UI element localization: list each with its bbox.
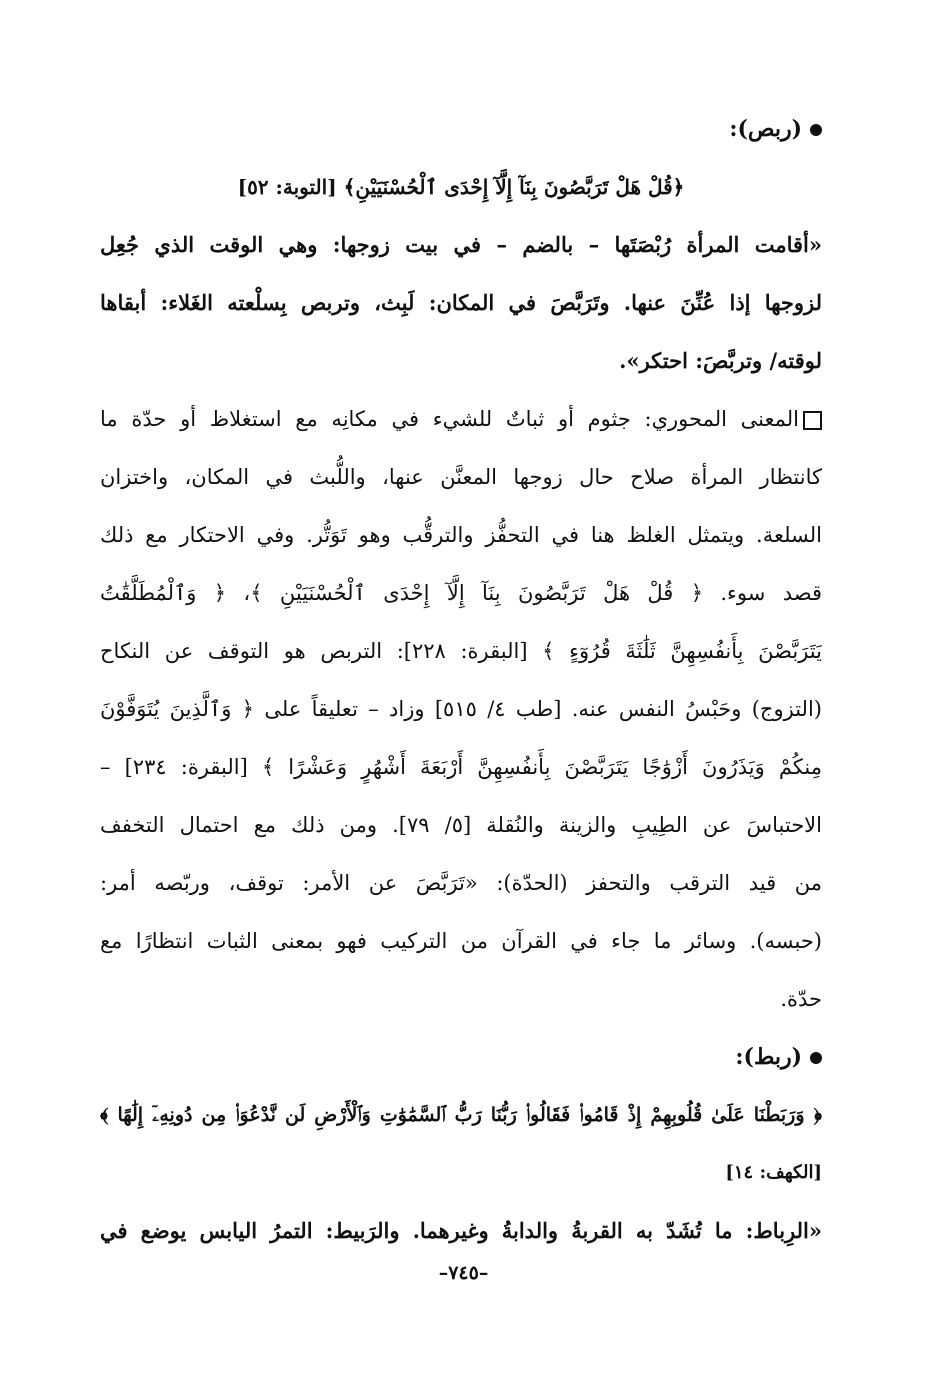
quran-verse: ﴿ وَرَبَطْنَا عَلَىٰ قُلُوبِهِمْ إِذْ قَامُوا۟ فَقَالُوا۟ رَبُّنَا رَبُّ ٱلسَّمَٰوَٰتِ وَٱلْأَرْضِ لَن نَّدْعُوَا۟ مِن دُونِهِۦٓ إِلَٰهًا ﴾ [100, 1104, 822, 1126]
section-heading-rbt: (ربط): [100, 1028, 822, 1086]
page-body [100, 100, 822, 1260]
core-meaning-line: مِنكُمْ وَيَذَرُونَ أَزْوَٰجًا يَتَرَبَّصْنَ بِأَنفُسِهِنَّ أَرْبَعَةَ أَشْهُرٍ وَعَشْرًا ﴾ [البقرة: ٢٣٤] – [100, 755, 822, 779]
core-meaning-line: الاحتباسَ عن الطِيبِ والزينة والنُقلة [٥/ ٧٩]. ومن ذلك مع احتمال التخفف [100, 813, 822, 837]
definition-line: «الرِباط: ما تُشَدّ به القربةُ والدابةُ وغيرهما. والرَبيط: التمرُ اليابس يوضع في [100, 1218, 822, 1243]
core-meaning-line: السلعة. ويتمثل الغلظ هنا في التحفُّز والترقُّب وهو تَوَتُّر. وفي الاحتكار مع ذلك [100, 523, 822, 547]
core-meaning-line: يَتَرَبَّصْنَ بِأَنفُسِهِنَّ ثَلَٰثَةَ قُرُوٓءٍ ﴾ [البقرة: ٢٢٨]: التربص هو التوقف عن النكاح [100, 639, 822, 663]
core-meaning-line: كانتظار المرأة صلاح حال زوجها المعنَّن عنها، واللُّبث في المكان، واختزان [100, 465, 822, 489]
core-meaning-line: قصد سوء. ﴿ قُلْ هَلْ تَرَبَّصُونَ بِنَآ إِلَّآ إِحْدَى ٱلْحُسْنَيَيْنِ ﴾، ﴿ وَٱلْمُطَلَّقَٰتُ [100, 581, 822, 605]
bullet-icon [810, 124, 822, 136]
definition-line: «أقامت المرأة رُبْصَتَها – بالضم – في بيت زوجها: وهي الوقت الذي جُعِل [100, 232, 822, 257]
definition-line: لزوجها إذا عُنِّنَ عنها. وتَرَبَّصَ في المكان: لَبِث، وتربص بِسلْعته الغَلاء: أبقاها [100, 290, 822, 315]
definition-line: لوقته/ وتربَّصَ: احتكر». [619, 348, 822, 373]
quran-verse: ﴿قُلْ هَلْ تَرَبَّصُونَ بِنَآ إِلَّآ إِحْدَى ٱلْحُسْنَيَيْنِ﴾ [التوبة: ٥٢] [237, 175, 685, 199]
verse-reference: [الكهف: ١٤] [725, 1162, 822, 1183]
section-heading-rbs: (ربص): [100, 100, 822, 158]
core-meaning-line: (التزوج) وحَبْسُ النفس عنه. [طب ٤/ ٥١٥] وزاد – تعليقاً على ﴿ وَٱلَّذِينَ يُتَوَفَّوْنَ [100, 697, 822, 721]
bullet-icon [810, 1052, 822, 1064]
core-meaning-line: المعنى المحوري: جثوم أو ثباتٌ للشيء في مكانِه مع استغلاظ أو حدّة ما [100, 390, 822, 448]
core-meaning-line: (حبسه). وسائر ما جاء في القرآن من التركيب فهو بمعنى الثبات انتظارًا مع [100, 929, 822, 953]
square-box-icon [803, 411, 822, 430]
core-meaning-line: حدّة. [780, 987, 822, 1011]
core-meaning-line: من قيد الترقب والتحفز (الحدّة): «تَرَبَّصَ عن الأمر: توقف، وربّصه أمر: [100, 871, 822, 895]
page-number: –٧٤٥– [438, 1262, 489, 1284]
